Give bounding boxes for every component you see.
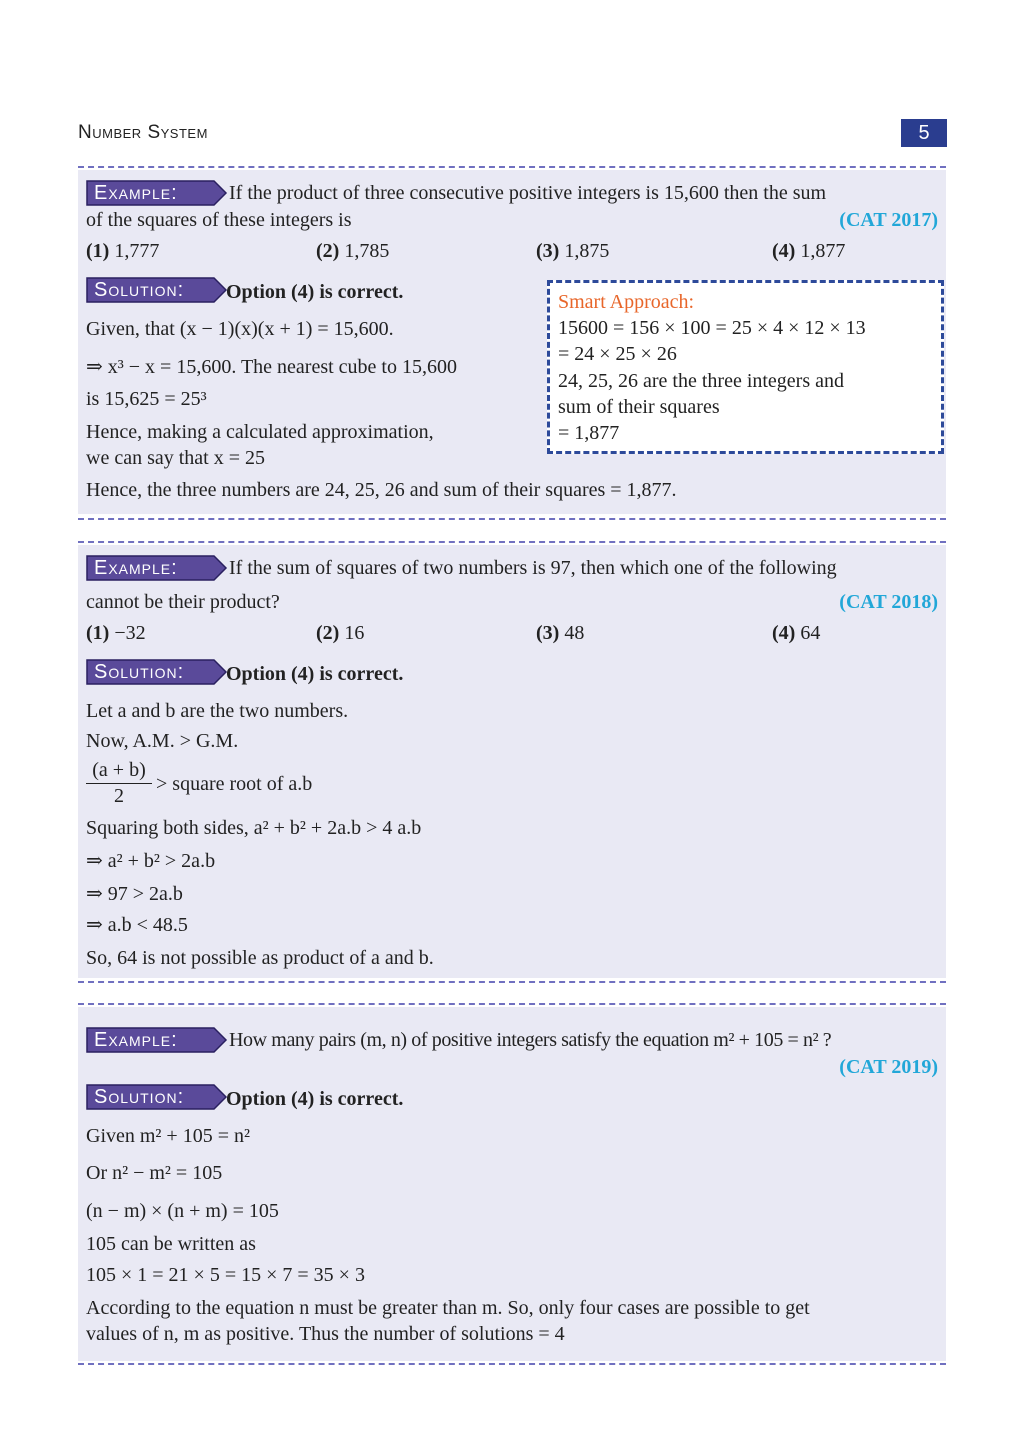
option-3: (3) 1,875 — [536, 240, 610, 262]
answer-text: Option (4) is correct. — [226, 663, 404, 685]
question-text: If the sum of squares of two numbers is 97, then which one of the following — [229, 557, 837, 579]
fraction — [86, 758, 152, 808]
example-box-3 — [78, 1007, 946, 1361]
divider — [78, 1003, 946, 1005]
answer-text: Option (4) is correct. — [226, 1088, 404, 1110]
question-text: How many pairs (m, n) of positive integers satisfy the equation m² + 105 = n² ? — [229, 1029, 832, 1051]
smart-line: = 1,877 — [558, 422, 620, 444]
option-3: (3) 48 — [536, 622, 585, 644]
option-4: (4) 1,877 — [772, 240, 846, 262]
question-text: of the squares of these integers is — [86, 209, 352, 231]
smart-line: 15600 = 156 × 100 = 25 × 4 × 12 × 13 — [558, 317, 866, 339]
divider — [78, 1363, 946, 1365]
solution-line: 105 × 1 = 21 × 5 = 15 × 7 = 35 × 3 — [86, 1264, 365, 1286]
option-1: (1) −32 — [86, 622, 146, 644]
answer-text: Option (4) is correct. — [226, 281, 404, 303]
example-box-2 — [78, 545, 946, 978]
question-text: cannot be their product? — [86, 591, 280, 613]
question-text: If the product of three consecutive positive integers is 15,600 then the sum — [229, 182, 827, 204]
chapter-title: Number System — [78, 122, 208, 143]
solution-line: Hence, making a calculated approximation, — [86, 421, 434, 443]
solution-line: Given m² + 105 = n² — [86, 1125, 250, 1147]
divider — [78, 981, 946, 983]
solution-line: Or n² − m² = 105 — [86, 1162, 223, 1184]
source-label: (CAT 2018) — [839, 591, 938, 613]
solution-line: So, 64 is not possible as product of a and b. — [86, 947, 434, 969]
example-tag: Example: — [86, 1027, 228, 1053]
example-tag: Example: — [86, 555, 228, 581]
solution-line: Squaring both sides, a² + b² + 2a.b > 4 a.b — [86, 817, 422, 839]
solution-line: Now, A.M. > G.M. — [86, 730, 239, 752]
solution-line: Let a and b are the two numbers. — [86, 700, 349, 722]
solution-line: > square root of a.b — [156, 773, 313, 795]
fraction-denominator: 2 — [114, 785, 124, 807]
fraction-numerator: (a + b) — [86, 758, 152, 784]
solution-line: ⇒ 97 > 2a.b — [86, 883, 183, 905]
option-2: (2) 16 — [316, 622, 365, 644]
divider — [78, 166, 946, 168]
solution-line: ⇒ x³ − x = 15,600. The nearest cube to 15,600 — [86, 356, 457, 378]
solution-line: ⇒ a.b < 48.5 — [86, 914, 188, 936]
option-4: (4) 64 — [772, 622, 821, 644]
option-2: (2) 1,785 — [316, 240, 390, 262]
divider — [78, 541, 946, 543]
smart-line: 24, 25, 26 are the three integers and — [558, 370, 845, 392]
solution-line: Given, that (x − 1)(x)(x + 1) = 15,600. — [86, 318, 394, 340]
smart-line: = 24 × 25 × 26 — [558, 343, 677, 365]
solution-line: ⇒ a² + b² > 2a.b — [86, 850, 216, 872]
solution-line: (n − m) × (n + m) = 105 — [86, 1200, 279, 1222]
option-1: (1) 1,777 — [86, 240, 160, 262]
solution-tag: Solution: — [86, 277, 228, 303]
solution-line: According to the equation n must be greater than m. So, only four cases are possible to get — [86, 1297, 810, 1319]
smart-approach-title: Smart Approach: — [558, 291, 695, 313]
page-number: 5 — [901, 119, 947, 147]
smart-line: sum of their squares — [558, 396, 720, 418]
solution-line: 105 can be written as — [86, 1233, 256, 1255]
example-tag: Example: — [86, 180, 228, 206]
smart-approach-box — [547, 280, 944, 454]
solution-tag: Solution: — [86, 659, 228, 685]
solution-line: is 15,625 = 25³ — [86, 388, 207, 410]
source-label: (CAT 2017) — [839, 209, 938, 231]
solution-tag: Solution: — [86, 1084, 228, 1110]
solution-line: we can say that x = 25 — [86, 447, 266, 469]
divider — [78, 518, 946, 520]
source-label: (CAT 2019) — [839, 1056, 938, 1078]
solution-line: Hence, the three numbers are 24, 25, 26 and sum of their squares = 1,877. — [86, 479, 677, 501]
solution-line: values of n, m as positive. Thus the number of solutions = 4 — [86, 1323, 565, 1345]
